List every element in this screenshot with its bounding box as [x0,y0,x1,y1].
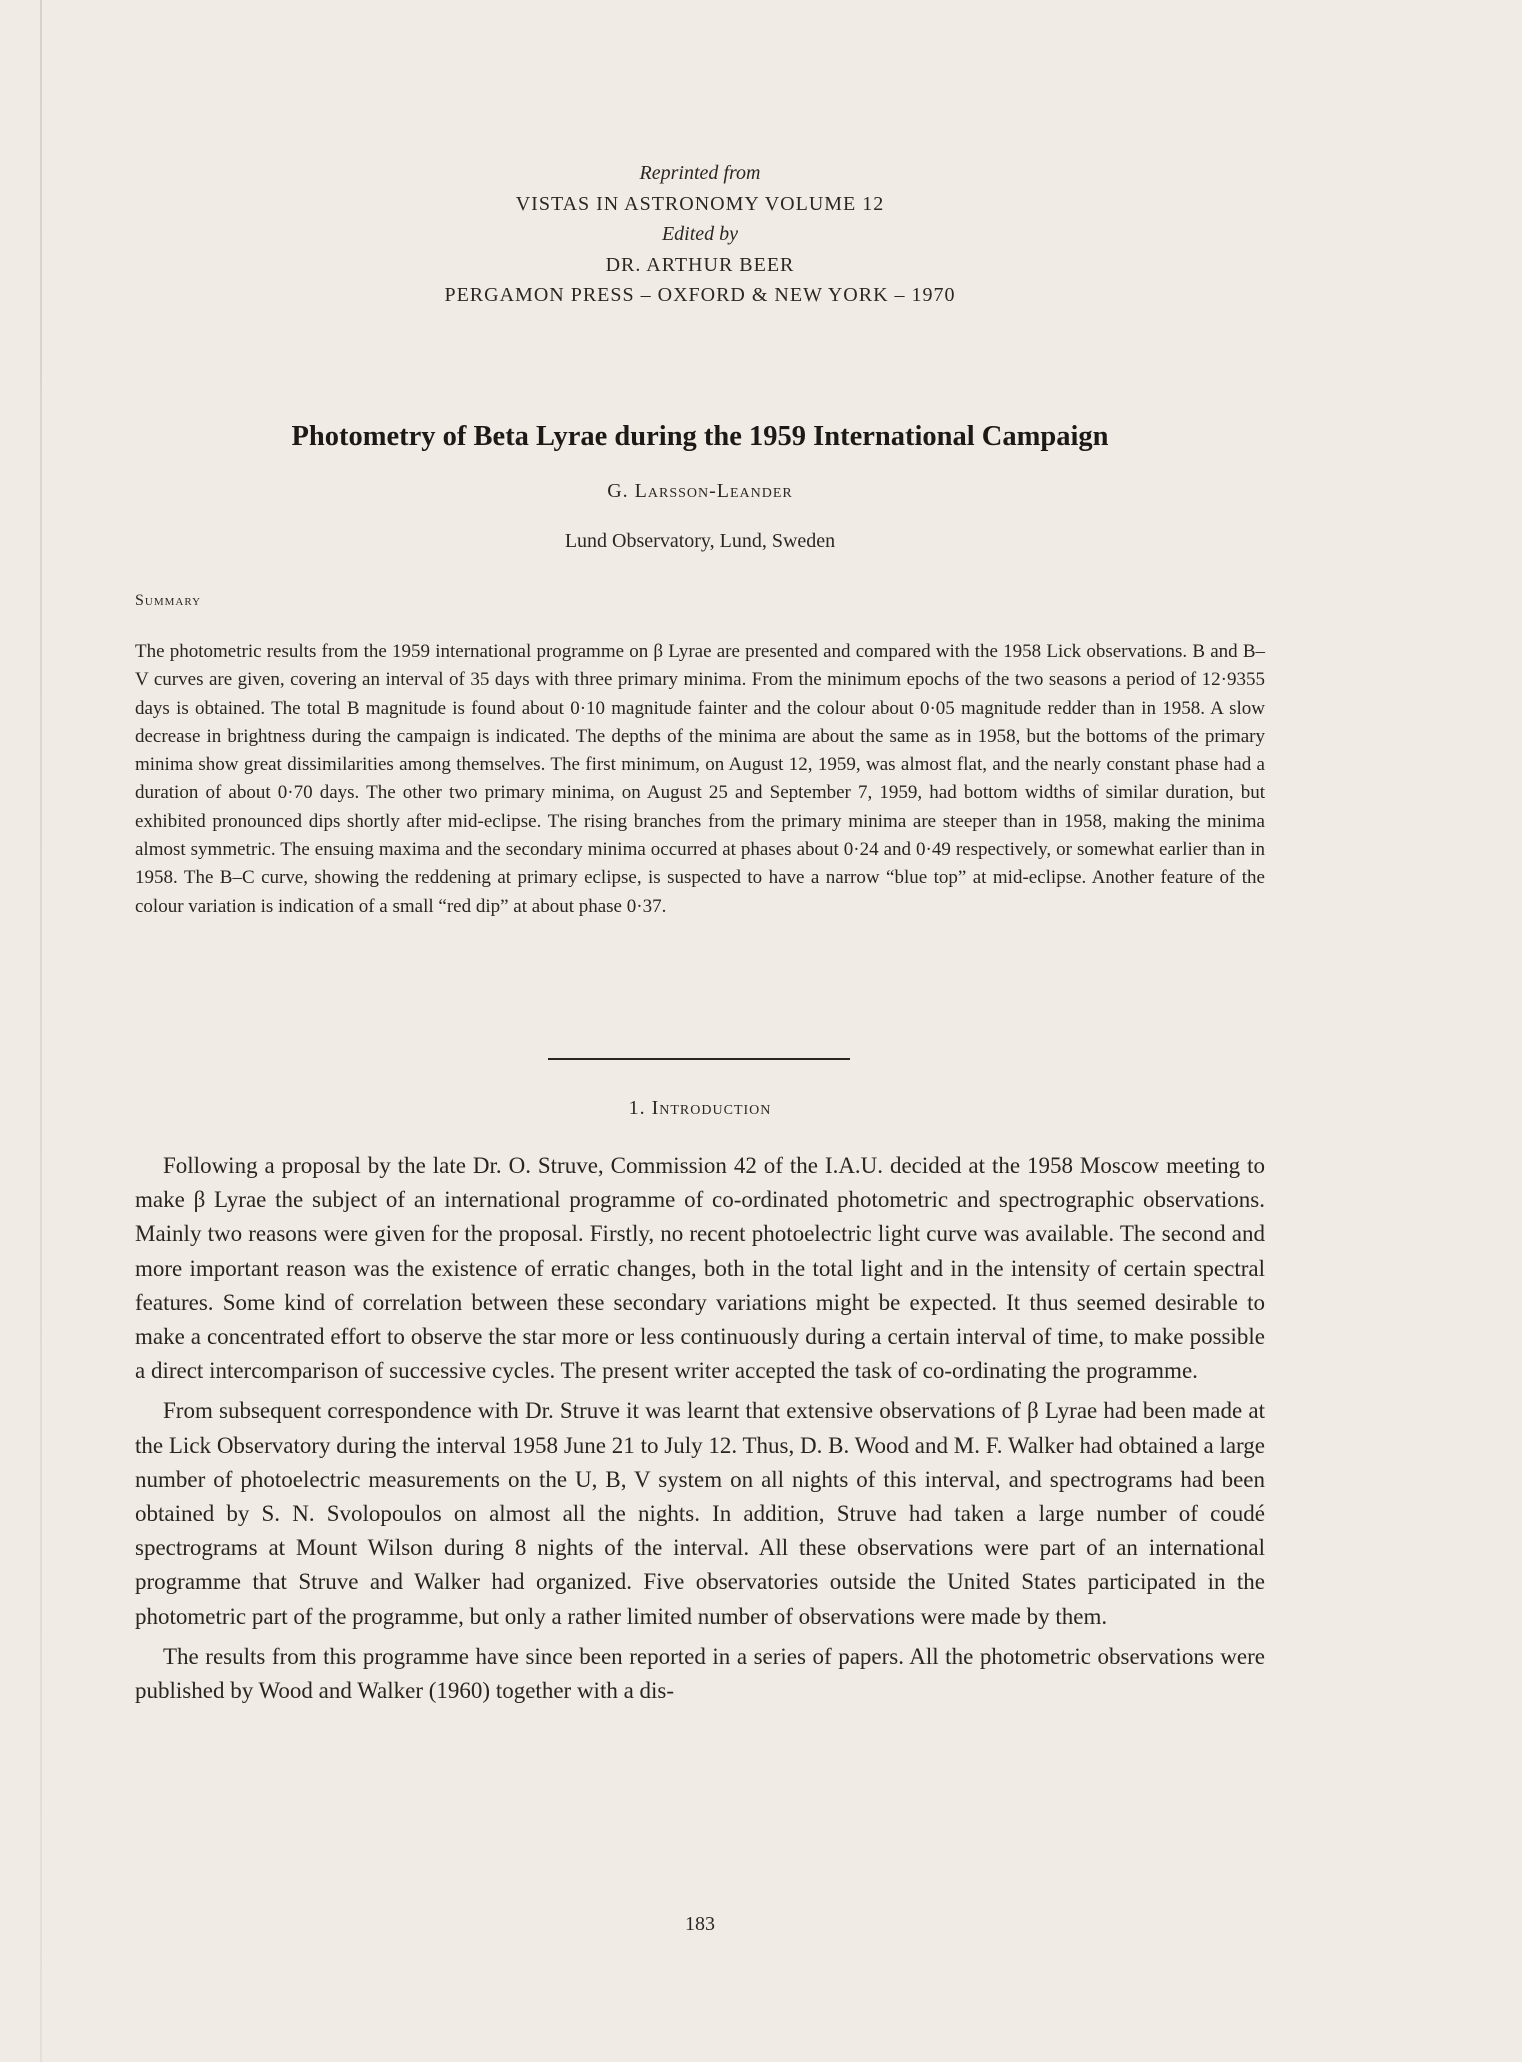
page-edge [40,0,42,2062]
introduction-body [135,1149,1265,1714]
section-heading-introduction: 1. Introduction [628,1097,772,1119]
summary-abstract: The photometric results from the 1959 international programme on β Lyrae are presented and compared with the 1958 Lick observations. B and B–V curves are given, covering an interval of 35 days with three primary minima. From the minimum epochs of the two seasons a period of 12·9355 days is obtained. The total B magnitude is found about 0·10 magnitude fainter and the colour about 0·05 magnitude redder than in 1958. A slow decrease in brightness during the campaign is indicated. The depths of the minima are about the same as in 1958, but the bottoms of the primary minima show great dissimilarities among themselves. The first minimum, on August 12, 1959, was almost flat, and the nearly constant phase had a duration of about 0·70 days. The other two primary minima, on August 25 and September 7, 1959, had bottom widths of similar duration, but exhibited pronounced dips shortly after mid-eclipse. The rising branches from the primary minima are steeper than in 1958, making the minima almost symmetric. The ensuing maxima and the secondary minima occurred at phases about 0·24 and 0·49 respectively, or somewhat earlier than in 1958. The B–C curve, showing the reddening at primary eclipse, is suspected to have a narrow “blue top” at mid-eclipse. Another feature of the colour variation is indication of a small “red dip” at about phase 0·37. [135,641,1265,917]
paragraph: Following a proposal by the late Dr. O. Struve, Commission 42 of the I.A.U. decided at the 1958 Moscow meeting to make β Lyrae the subject of an international programme of co-ordinated photometric and spectrographic observations. Mainly two reasons were given for the proposal. Firstly, no recent photoelectric light curve was available. The second and more important reason was the existence of erratic changes, both in the total light and in the intensity of certain spectral features. Some kind of correlation between these secondary variations might be expected. It thus seemed desirable to make a concentrated effort to observe the star more or less continuously during a certain interval of time, to make possible a direct intercomparison of successive cycles. The present writer accepted the task of co-ordinating the programme. [135,1153,1265,1384]
document-page [133,0,1267,2062]
section-divider [548,1058,850,1060]
editor-name: DR. ARTHUR BEER [605,253,795,276]
publisher-line: PERGAMON PRESS – OXFORD & NEW YORK – 1970 [444,284,956,306]
journal-name: VISTAS IN ASTRONOMY VOLUME 12 [515,192,885,215]
paragraph: From subsequent correspondence with Dr. Struve it was learnt that extensive observations of β Lyrae had been made at the Lick Observatory during the interval 1958 June 21 to July 12. Thus, D. B. Wood and M. F. Walker had obtained a large number of photoelectric measurements on the U, B, V system on all nights of this interval, and spectrograms had been obtained by S. N. Svolopoulos on almost all the nights. In addition, Struve had taken a large number of coudé spectrograms at Mount Wilson during 8 nights of the interval. All these observations were part of an international programme that Struve and Walker had organized. Five observatories outside the United States participated in the photometric part of the programme, but only a rather limited number of observations were made by them. [135,1398,1265,1629]
reprint-header [133,158,1267,311]
edited-by: Edited by [661,223,739,245]
reprinted-from: Reprinted from [639,162,761,184]
affiliation: Lund Observatory, Lund, Sweden [564,530,836,552]
paper-title: Photometry of Beta Lyrae during the 1959 International Campaign [291,421,1109,452]
page-number: 183 [685,1913,715,1935]
paragraph: The results from this programme have since been reported in a series of papers. All the photometric observations were published by Wood and Walker (1960) together with a dis- [135,1643,1265,1704]
summary-heading: Summary [135,592,202,609]
author-name: G. Larsson-Leander [607,480,793,502]
